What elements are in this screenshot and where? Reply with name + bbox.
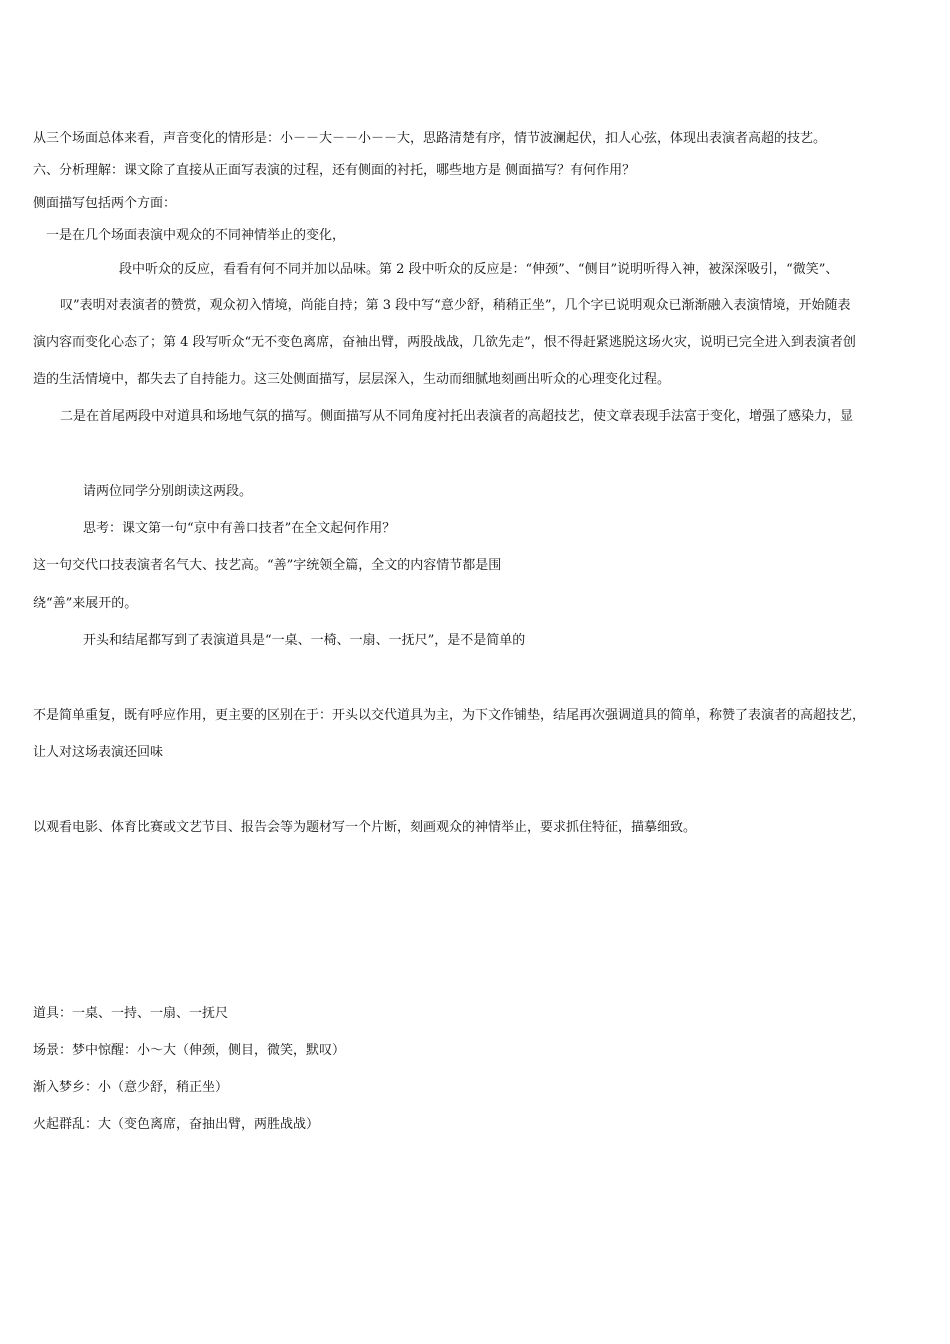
answer-line-1: 这一句交代口技表演者名气大、技艺高。“善”字统领全篇，全文的内容情节都是围 (33, 558, 502, 573)
props-question: 开头和结尾都写到了表演道具是“一桌、一椅、一扇、一抚尺”，是不是简单的 (83, 633, 526, 648)
reading-task: 请两位同学分别朗读这两段。 (83, 484, 253, 499)
props-answer-line-2: 让人对这场表演还回味 (33, 745, 164, 760)
answer-line-2: 绕“善”来展开的。 (33, 596, 138, 611)
audience-reaction-line-4: 造的生活情境中，都失去了自持能力。这三处侧面描写，层层深入，生动而细腻地刻画出听众的心理变化过程。 (33, 372, 671, 387)
side-description-intro: 侧面描写包括两个方面： (33, 196, 177, 211)
board-props: 道具：一桌、一持、一扇、一抚尺 (33, 1006, 229, 1021)
props-answer-line-1: 不是简单重复，既有呼应作用，更主要的区别在于：开头以交代道具为主，为下文作铺垫，结尾再次强调道具的简单，称赞了表演者的高超技艺， (33, 708, 866, 723)
section-six-heading: 六、分析理解：课文除了直接从正面写表演的过程，还有侧面的衬托，哪些地方是 侧面描写？有何作用？ (33, 163, 636, 178)
audience-reaction-line-2: 叹”表明对表演者的赞赏，观众初入情境，尚能自持；第 3 段中写“意少舒，稍稍正坐”，几个字已说明观众已渐渐融入表演情境，开始随表 (60, 298, 851, 313)
audience-reaction-line-3: 演内容而变化心态了；第 4 段写听众“无不变色离席，奋袖出臂，两股战战，几欲先走”，恨不得赶紧逃脱这场火灾，说明已完全进入到表演者创 (33, 335, 856, 350)
board-scene-3: 火起群乱：大（变色离席，奋抽出臂，两胜战战） (33, 1117, 320, 1132)
audience-reaction-line-1: 段中听众的反应，看看有何不同并加以品味。第 2 段中听众的反应是：“伸颈”、“侧目”说明听得入神，被深深吸引，“微笑”、 (119, 262, 839, 277)
board-scene-1: 场景：梦中惊醒：小～大（伸颈，侧目，微笑，默叹） (33, 1043, 346, 1058)
board-scene-2: 渐入梦乡：小（意少舒，稍正坐） (33, 1080, 229, 1095)
thinking-question: 思考：课文第一句“京中有善口技者”在全文起何作用？ (83, 521, 396, 536)
writing-assignment: 以观看电影、体育比赛或文艺节目、报告会等为题材写一个片断，刻画观众的神情举止，要求抓住特征，描摹细致。 (33, 820, 697, 835)
point-two: 二是在首尾两段中对道具和场地气氛的描写。侧面描写从不同角度衬托出表演者的高超技艺，使文章表现手法富于变化，增强了感染力，显 (60, 409, 854, 424)
point-one: 一是在几个场面表演中观众的不同神情举止的变化， (46, 228, 346, 243)
summary-sound-change: 从三个场面总体来看，声音变化的情形是：小－－大－－小－－大，思路清楚有序，情节波澜起伏，扣人心弦，体现出表演者高超的技艺。 (33, 131, 827, 146)
